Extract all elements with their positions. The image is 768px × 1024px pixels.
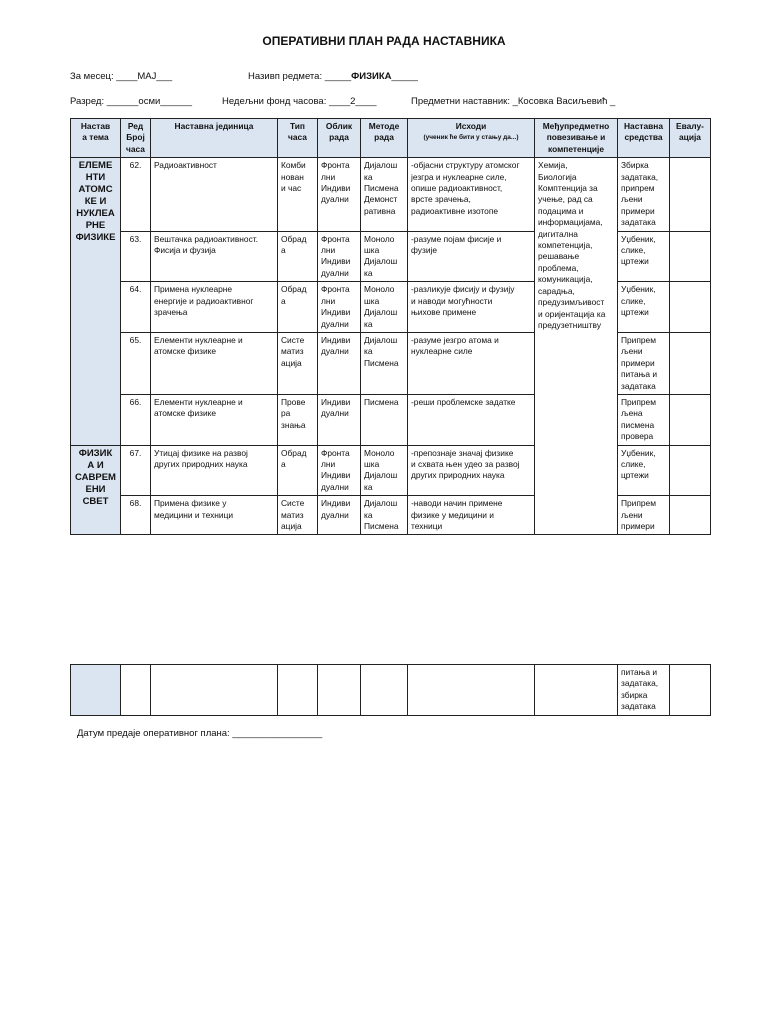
continuation-cell [408,665,535,716]
lesson-resources: Збирка задатака, припрем љени примери задатака [618,158,670,231]
lesson-type: Обрад а [278,231,318,282]
subject-prefix: Називп редмета: _____ [248,71,352,82]
lesson-form: Фронта лни Индиви дуални [318,282,361,333]
lesson-methods: Дијалош ка Писмена [361,496,408,535]
continuation-cell [151,665,278,716]
header-methods: Методе рада [361,119,408,158]
subject-suffix: _____ [391,71,418,82]
submission-date-line: Датум предаје оперативног плана: _________________ [77,728,323,739]
lesson-type: Комби нован и час [278,158,318,231]
lesson-evaluation [670,445,711,496]
lesson-type: Обрад а [278,445,318,496]
header-topic: Настав а тема [71,119,121,158]
table-row [71,158,711,231]
lesson-resources: Уџбеник, слике, цртежи [618,445,670,496]
grade-field: Разред: ______осми______ [70,96,193,107]
lesson-unit: Елементи нуклеарне и атомске физике [151,332,278,394]
lesson-evaluation [670,231,711,282]
lesson-form: Индиви дуални [318,332,361,394]
lesson-evaluation [670,282,711,333]
lesson-number: 64. [121,282,151,333]
plan-table [70,118,711,535]
header-outcomes-sub: (ученик ће бити у стању да...) [423,134,519,142]
lesson-outcomes: -разуме појам фисије и фузије [408,231,535,282]
header-unit: Наставна јединица [151,119,278,158]
topic-cell: ЕЛЕМЕ НТИ АТОМС КЕ И НУКЛЕА РНЕ ФИЗИКЕ [71,158,121,445]
lesson-methods: Писмена [361,394,408,445]
header-outcomes-label: Исходи [455,121,487,131]
lesson-unit: Вештачка радиоактивност. Фисија и фузија [151,231,278,282]
continuation-row [71,665,711,716]
lesson-methods: Дијалош ка Писмена [361,332,408,394]
continuation-cell [278,665,318,716]
lesson-unit: Елементи нуклеарне и атомске физике [151,394,278,445]
lesson-methods: Моноло шка Дијалош ка [361,445,408,496]
continuation-cell [361,665,408,716]
continuation-cell [121,665,151,716]
lesson-methods: Дијалош ка Писмена Демонст ративна [361,158,408,231]
lesson-outcomes: -објасни структуру атомског језгра и нуклеарне силе, опише радиоактивност, врсте зрачења, радиоактивне изотопе [408,158,535,231]
lesson-methods: Моноло шка Дијалош ка [361,282,408,333]
header-interdisciplinary: Међупредметно повезивање и компетенције [535,119,618,158]
continuation-topic-cell [71,665,121,716]
lesson-outcomes: -реши проблемске задатке [408,394,535,445]
header-outcomes [408,119,535,158]
month-field: За месец: ____МАЈ___ [70,71,173,82]
lesson-evaluation [670,496,711,535]
continuation-table [70,664,711,716]
continuation-resources: питања и задатака, збирка задатака [618,665,670,716]
lesson-outcomes: -разуме језгро атома и нуклеарне силе [408,332,535,394]
header-type: Тип часа [278,119,318,158]
lesson-resources: Уџбеник, слике, цртежи [618,231,670,282]
lesson-resources: Припрем љени примери питања и задатака [618,332,670,394]
lesson-unit: Примена нуклеарне енергије и радиоактивног зрачења [151,282,278,333]
lesson-form: Индиви дуални [318,496,361,535]
lesson-number: 65. [121,332,151,394]
continuation-cell [318,665,361,716]
lesson-number: 62. [121,158,151,231]
header-resources: Наставна средства [618,119,670,158]
lesson-resources: Припрем љена писмена провера [618,394,670,445]
lesson-type: Обрад а [278,282,318,333]
lesson-evaluation [670,158,711,231]
lesson-form: Фронта лни Индиви дуални [318,158,361,231]
header-number: Ред Број часа [121,119,151,158]
lesson-type: Прове ра знања [278,394,318,445]
lesson-unit: Радиоактивност [151,158,278,231]
header-evaluation: Евалу- ација [670,119,711,158]
lesson-form: Фронта лни Индиви дуални [318,231,361,282]
lesson-number: 63. [121,231,151,282]
topic-cell: ФИЗИК А И САВРЕМ ЕНИ СВЕТ [71,445,121,535]
lesson-resources: Припрем љени примери [618,496,670,535]
lesson-outcomes: -разликује фисију и фузију и наводи могућности њихове примене [408,282,535,333]
lesson-methods: Моноло шка Дијалош ка [361,231,408,282]
interdisciplinary-cell: Хемија, Биологија Комптенција за учење, рад са подацима и информацијама, дигитална компетенција, решавање проблема, комуникација, сарадња, предузимљивост и оријентација ка предузетништву [535,158,618,535]
subject-field [248,71,418,82]
header-form: Облик рада [318,119,361,158]
lesson-number: 67. [121,445,151,496]
lesson-unit: Примена физике у медицини и техници [151,496,278,535]
teacher-field: Предметни наставник: _Косовка Васиљевић _ [411,96,616,107]
page-title: ОПЕРАТИВНИ ПЛАН РАДА НАСТАВНИКА [262,34,506,48]
lesson-type: Систе матиз ација [278,496,318,535]
lesson-unit: Утицај физике на развој других природних наука [151,445,278,496]
lesson-type: Систе матиз ација [278,332,318,394]
lesson-number: 68. [121,496,151,535]
lesson-number: 66. [121,394,151,445]
lesson-resources: Уџбеник, слике, цртежи [618,282,670,333]
weekly-hours-field: Недељни фонд часова: ____2____ [222,96,377,107]
lesson-evaluation [670,394,711,445]
lesson-evaluation [670,332,711,394]
lesson-outcomes: -препознаје значај физике и схвата њен удео за развој других природних наука [408,445,535,496]
continuation-cell [670,665,711,716]
subject-value: ФИЗИКА [351,71,392,82]
lesson-outcomes: -наводи начин примене физике у медицини и техници [408,496,535,535]
continuation-cell [535,665,618,716]
lesson-form: Фронта лни Индиви дуални [318,445,361,496]
lesson-form: Индиви дуални [318,394,361,445]
